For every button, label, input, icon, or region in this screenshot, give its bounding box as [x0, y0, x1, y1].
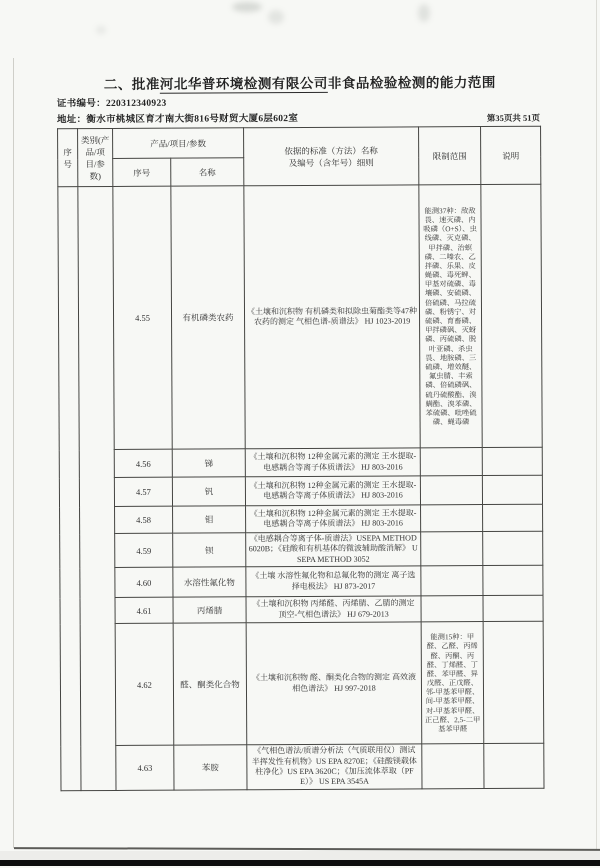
title-suffix: 非食品检验检测的能力范围 [327, 74, 496, 91]
standard-method: 《土壤和沉积物 有机磷类和拟除虫菊酯类等47种农药的测定 气相色谱-质谱法》 HJ 1023-2019 [244, 185, 420, 449]
param-name: 醛、酮类化合物 [173, 623, 247, 745]
standard-method: 《土壤和沉积物 12种金属元素的测定 王水提取-电感耦合等离子体质谱法》 HJ 803-2016 [246, 505, 421, 533]
table-row [58, 184, 542, 450]
table-header-row [58, 126, 541, 159]
column-header-standard: 依据的标准（方法）名称 及编号（含年号）细则 [244, 127, 419, 186]
param-name: 钼 [173, 506, 246, 533]
certificate-label: 证书编号： [56, 99, 106, 110]
row-seq: 4.59 [115, 533, 173, 567]
table-row [61, 743, 544, 790]
limit-scope [422, 744, 484, 789]
table-row [60, 621, 544, 746]
column-header-limit: 限制范围 [419, 127, 481, 185]
column-header-seq: 序号 [58, 129, 78, 187]
table-row [59, 475, 542, 507]
limit-scope [421, 566, 483, 596]
standard-method: 《土壤和沉积物 12种金属元素的测定 王水提取-电感耦合等离子体质谱法》 HJ 803-2016 [245, 448, 420, 477]
note-cell [483, 621, 544, 743]
limit-scope [421, 596, 483, 622]
address-label: 地址： [56, 115, 87, 126]
standard-method: 《电感耦合等离子体-质谱法》USEPA METHOD 6020B；《硅酸和有机基体的微波辅助酸消解》 USEPA METHOD 3052 [246, 532, 421, 567]
category-column-empty-cell [78, 186, 116, 790]
note-cell [483, 565, 543, 595]
param-name: 有机磷类农药 [171, 186, 245, 449]
standard-method: 《土壤和沉积物 12种金属元素的测定 王水提取-电感耦合等离子体质谱法》 HJ 803-2016 [245, 476, 420, 506]
note-cell [483, 504, 543, 531]
column-header-sub-seq: 序号 [113, 158, 171, 186]
address-value: 衡水市桃城区育才南大街816号财贸大厦6层602室 [86, 114, 299, 126]
table-row [60, 504, 543, 534]
address-line [57, 110, 298, 125]
param-name: 钡 [173, 533, 246, 568]
row-seq: 4.60 [115, 567, 173, 597]
note-cell [483, 531, 543, 565]
table-row [59, 447, 542, 478]
note-cell [483, 595, 543, 621]
limit-scope [420, 448, 482, 476]
limit-scope [421, 505, 483, 532]
certificate-number: 220312340923 [105, 98, 167, 110]
scan-black-border [0, 860, 600, 866]
row-seq: 4.58 [115, 506, 173, 533]
standard-method: 《土壤和沉积物 丙烯醛、丙烯腈、乙腈的测定 顶空-气相色谱法》 HJ 679-2013 [246, 596, 421, 623]
note-cell [482, 447, 542, 475]
capability-table [57, 126, 544, 791]
column-header-product-group: 产品/项目/参数 [113, 128, 244, 159]
column-header-note: 说明 [481, 126, 541, 184]
param-name: 苯胺 [174, 745, 247, 790]
page-indicator: 第35页共 51页 [486, 112, 541, 124]
title-prefix: 二、批准 [103, 76, 160, 93]
row-seq: 4.55 [113, 186, 172, 449]
title-company-name: 河北华普环境检测有限公司 [159, 75, 328, 92]
limit-scope: 能测37种：敌敌畏、速灭磷、内吸磷（O+S）、虫线磷、灭克磷、甲拌磷、治螟磷、二嗪农、乙拌磷、乐果、皮蝇磷、毒死蜱、甲基对硫磷、毒壤磷、安硫磷、倍硫磷、马拉硫磷、粉锈宁、对硫磷、育畜磷、甲拌磷砜、灭蚜磷、丙硫磷、脱叶亚磷、杀虫畏、地胺磷、三硫磷、增效醚、氟虫腈、丰索磷、倍硫磷砜、硫丹硫酸酯、溴螨酯、溴苯磷、苯硫磷、吡唑硫磷、蝇毒磷 [419, 185, 482, 448]
table-row [60, 531, 543, 568]
note-cell [484, 743, 544, 788]
note-cell [481, 184, 542, 447]
standard-method: 《土壤 水溶性氟化物和总氟化物的测定 离子选择电极法》 HJ 873-2017 [246, 566, 421, 597]
param-name: 锑 [172, 449, 245, 477]
table-row [60, 565, 543, 598]
note-cell [482, 475, 542, 504]
row-seq: 4.56 [114, 449, 172, 477]
row-seq: 4.57 [114, 477, 172, 506]
column-header-category: 类别(产品/项目/参数) [78, 128, 113, 186]
certificate-number-line [57, 95, 167, 110]
param-name: 水溶性氟化物 [173, 567, 246, 597]
standard-method: 《气相色谱法/质谱分析法（气质联用仪）测试半挥发性有机物》US EPA 8270E；《硅酸镁载体柱净化》US EPA 3620C；《加压流体萃取（PFE）》 US EPA 3545A [247, 744, 422, 789]
param-name: 丙烯腈 [173, 597, 246, 623]
standard-method: 《土壤和沉积物 醛、酮类化合物的测定 高效液相色谱法》 HJ 997-2018 [246, 622, 422, 745]
param-name: 钒 [172, 477, 245, 506]
scan-gap-strip [0, 851, 600, 860]
row-seq: 4.61 [115, 597, 173, 623]
limit-scope: 能测15种：甲醛、乙醛、丙烯醛、丙酮、丙醛、丁烯醛、丁醛、苯甲醛、异戊醛、正戊醛、邻-甲基苯甲醛、间-甲基苯甲醛、对-甲基苯甲醛、正己醛、2,5-二甲基苯甲醛 [421, 622, 484, 744]
limit-scope [421, 532, 483, 566]
page-title [0, 70, 600, 93]
column-header-sub-name: 名称 [171, 158, 244, 186]
row-seq: 4.62 [115, 623, 174, 745]
row-seq: 4.63 [116, 745, 174, 790]
table-row [60, 595, 543, 624]
limit-scope [420, 476, 482, 505]
